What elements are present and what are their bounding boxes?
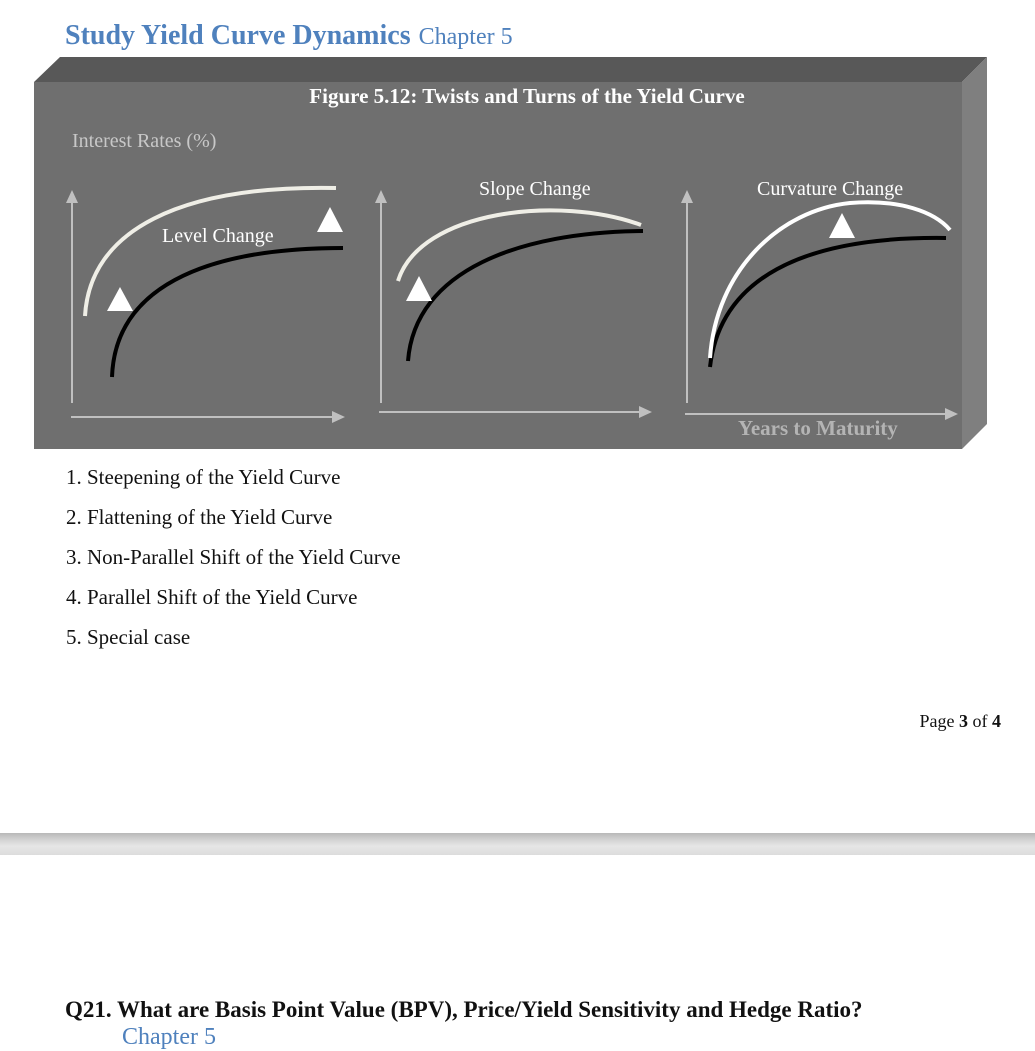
x-axis-label: Years to Maturity: [738, 416, 898, 440]
figure-graphic: [0, 0, 1035, 460]
box-side-face: [962, 57, 987, 449]
y-axis-label: Interest Rates (%): [72, 130, 217, 152]
page-of: of: [972, 711, 988, 731]
list-item: 3. Non-Parallel Shift of the Yield Curve: [66, 545, 401, 569]
figure-title: Figure 5.12: Twists and Turns of the Yield Curve: [309, 84, 745, 108]
next-page-chapter-label: Chapter 5: [122, 1024, 216, 1050]
list-item: 4. Parallel Shift of the Yield Curve: [66, 585, 358, 609]
chapter-label: Chapter 5: [418, 24, 513, 50]
panel-label-curvature: Curvature Change: [757, 178, 904, 200]
list-item: 5. Special case: [66, 625, 191, 649]
figure-yield-curve-twists: [0, 0, 1035, 460]
page-number: [920, 711, 1002, 732]
shift-types-list: [66, 462, 401, 662]
panel-label-level: Level Change: [162, 225, 274, 247]
page-prefix: Page: [919, 711, 955, 731]
list-item: 1. Steepening of the Yield Curve: [66, 465, 341, 489]
page-separator: [0, 833, 1035, 855]
page-current: 3: [959, 711, 968, 731]
list-item: 2. Flattening of the Yield Curve: [66, 505, 333, 529]
question-heading: Q21. What are Basis Point Value (BPV), Price/Yield Sensitivity and Hedge Ratio?: [65, 997, 863, 1022]
box-top-face: [34, 57, 987, 82]
page-total: 4: [992, 711, 1001, 731]
document-title: Study Yield Curve Dynamics: [65, 20, 411, 51]
panel-label-slope: Slope Change: [479, 178, 591, 200]
